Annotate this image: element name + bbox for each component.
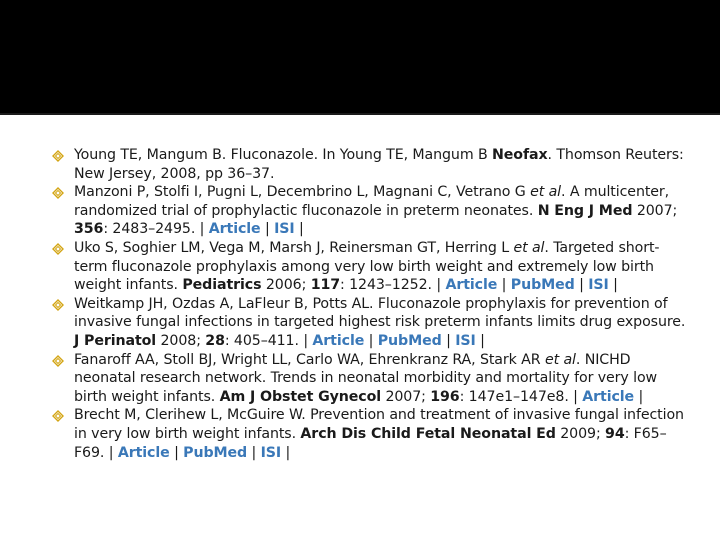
ref-pages: : 1243–1252. <box>340 277 437 294</box>
ref-pages: : 405–411. <box>224 332 304 349</box>
title-band <box>0 0 720 113</box>
isi-link[interactable]: ISI <box>588 277 609 294</box>
isi-link[interactable]: ISI <box>455 332 476 349</box>
reference-item: Manzoni P, Stolfi I, Pugni L, Decembrino L, Magnani C, Vetrano G et al. A multicenter, randomized trial of prophylactic fluconazole in preterm neonates. N Eng J Med 2007; 356: 2483–2495. | Article | ISI | <box>0 183 720 239</box>
ref-etal: et al <box>530 184 562 201</box>
ref-volume: 356 <box>74 221 104 238</box>
ref-rest: . Thomson Reuters: New Jersey, 2008, pp 36–37. <box>74 147 684 182</box>
isi-link[interactable]: ISI <box>260 444 282 461</box>
band-divider <box>0 113 720 115</box>
ref-journal: Neofax <box>492 147 548 163</box>
ref-authors: Weitkamp JH, Ozdas A, LaFleur B, Potts AL. Fluconazole prophylaxis for prevention of invasive fungal infections in targeted highest risk preterm infants limits drug exposure. <box>74 295 686 331</box>
article-link[interactable]: Article <box>117 444 170 461</box>
hollow-diamond-icon <box>52 355 64 367</box>
ref-authors: Manzoni P, Stolfi I, Pugni L, Decembrino L, Magnani C, Vetrano G <box>74 184 531 201</box>
pubmed-link[interactable]: PubMed <box>183 444 248 461</box>
ref-journal: Pediatrics <box>182 277 262 294</box>
ref-title: . A multicenter, randomized trial of prophylactic fluconazole in preterm neonates. <box>74 184 670 219</box>
article-link[interactable]: Article <box>582 388 635 405</box>
reference-item: Brecht M, Clerihew L, McGuire W. Prevention and treatment of invasive fungal infection in very low birth weight infants. Arch Dis Child Fetal Neonatal Ed 2009; 94: F65–F69. | Article | PubMed | ISI | <box>0 406 720 462</box>
ref-volume: 94 <box>605 425 625 442</box>
ref-authors: Young TE, Mangum B. Fluconazole. In Young TE, Mangum B <box>74 147 492 163</box>
reference-list <box>0 146 720 462</box>
ref-authors: Uko S, Soghier LM, Vega M, Marsh J, Reinersman GT, Herring L <box>74 239 514 256</box>
reference-item: Uko S, Soghier LM, Vega M, Marsh J, Reinersman GT, Herring L et al. Targeted short-term fluconazole prophylaxis among very low birth weight and extremely low birth weight infants. Pediatrics 2006; 117: 1243–1252. | Article | PubMed | ISI | <box>0 239 720 295</box>
ref-title: . NICHD neonatal research network. Trends in neonatal morbidity and mortality for very low birth weight infants. <box>74 351 658 405</box>
ref-pages: : 147e1–147e8. <box>459 388 574 405</box>
ref-journal: Arch Dis Child Fetal Neonatal Ed <box>300 425 556 442</box>
reference-item: Weitkamp JH, Ozdas A, LaFleur B, Potts AL. Fluconazole prophylaxis for prevention of invasive fungal infections in targeted highest risk preterm infants limits drug exposure. J Perinatol 2008; 28: 405–411. | Article | PubMed | ISI | <box>0 295 720 351</box>
ref-journal: J Perinatol <box>74 332 157 349</box>
hollow-diamond-icon <box>52 187 64 199</box>
reference-item: Fanaroff AA, Stoll BJ, Wright LL, Carlo WA, Ehrenkranz RA, Stark AR et al. NICHD neonatal research network. Trends in neonatal morbidity and mortality for very low birth weight infants. Am J Obstet Gynecol 2007; 196: 147e1–147e8. | Article | <box>0 351 720 407</box>
ref-authors: Brecht M, Clerihew L, McGuire W. Prevention and treatment of invasive fungal infection in very low birth weight infants. <box>74 407 684 442</box>
ref-journal: N Eng J Med <box>537 202 633 219</box>
ref-etal: et al <box>513 239 545 256</box>
hollow-diamond-icon <box>52 150 64 162</box>
article-link[interactable]: Article <box>208 221 261 238</box>
ref-pages: : F65–F69. <box>74 425 667 461</box>
article-link[interactable]: Article <box>445 277 498 294</box>
hollow-diamond-icon <box>52 410 64 422</box>
pubmed-link[interactable]: PubMed <box>510 277 575 294</box>
ref-year: 2007; <box>632 202 678 219</box>
ref-volume: 117 <box>310 277 341 294</box>
ref-pages: : 2483–2495. <box>103 221 200 238</box>
ref-journal: Am J Obstet Gynecol <box>219 388 382 405</box>
ref-year: 2007; <box>381 388 431 405</box>
ref-year: 2008; <box>156 332 206 349</box>
ref-etal: et al <box>544 351 576 368</box>
ref-authors: Fanaroff AA, Stoll BJ, Wright LL, Carlo WA, Ehrenkranz RA, Stark AR <box>74 351 545 368</box>
hollow-diamond-icon <box>52 243 64 255</box>
ref-year: 2009; <box>555 425 606 442</box>
ref-year: 2006; <box>261 277 311 294</box>
ref-volume: 28 <box>205 332 225 349</box>
pubmed-link[interactable]: PubMed <box>377 332 442 349</box>
reference-item <box>0 146 720 183</box>
ref-title: . Targeted short-term fluconazole prophylaxis among very low birth weight and extremely low birth weight infants. <box>74 239 660 294</box>
isi-link[interactable]: ISI <box>274 221 295 238</box>
article-link[interactable]: Article <box>312 332 365 349</box>
hollow-diamond-icon <box>52 299 64 311</box>
ref-volume: 196 <box>430 388 460 405</box>
